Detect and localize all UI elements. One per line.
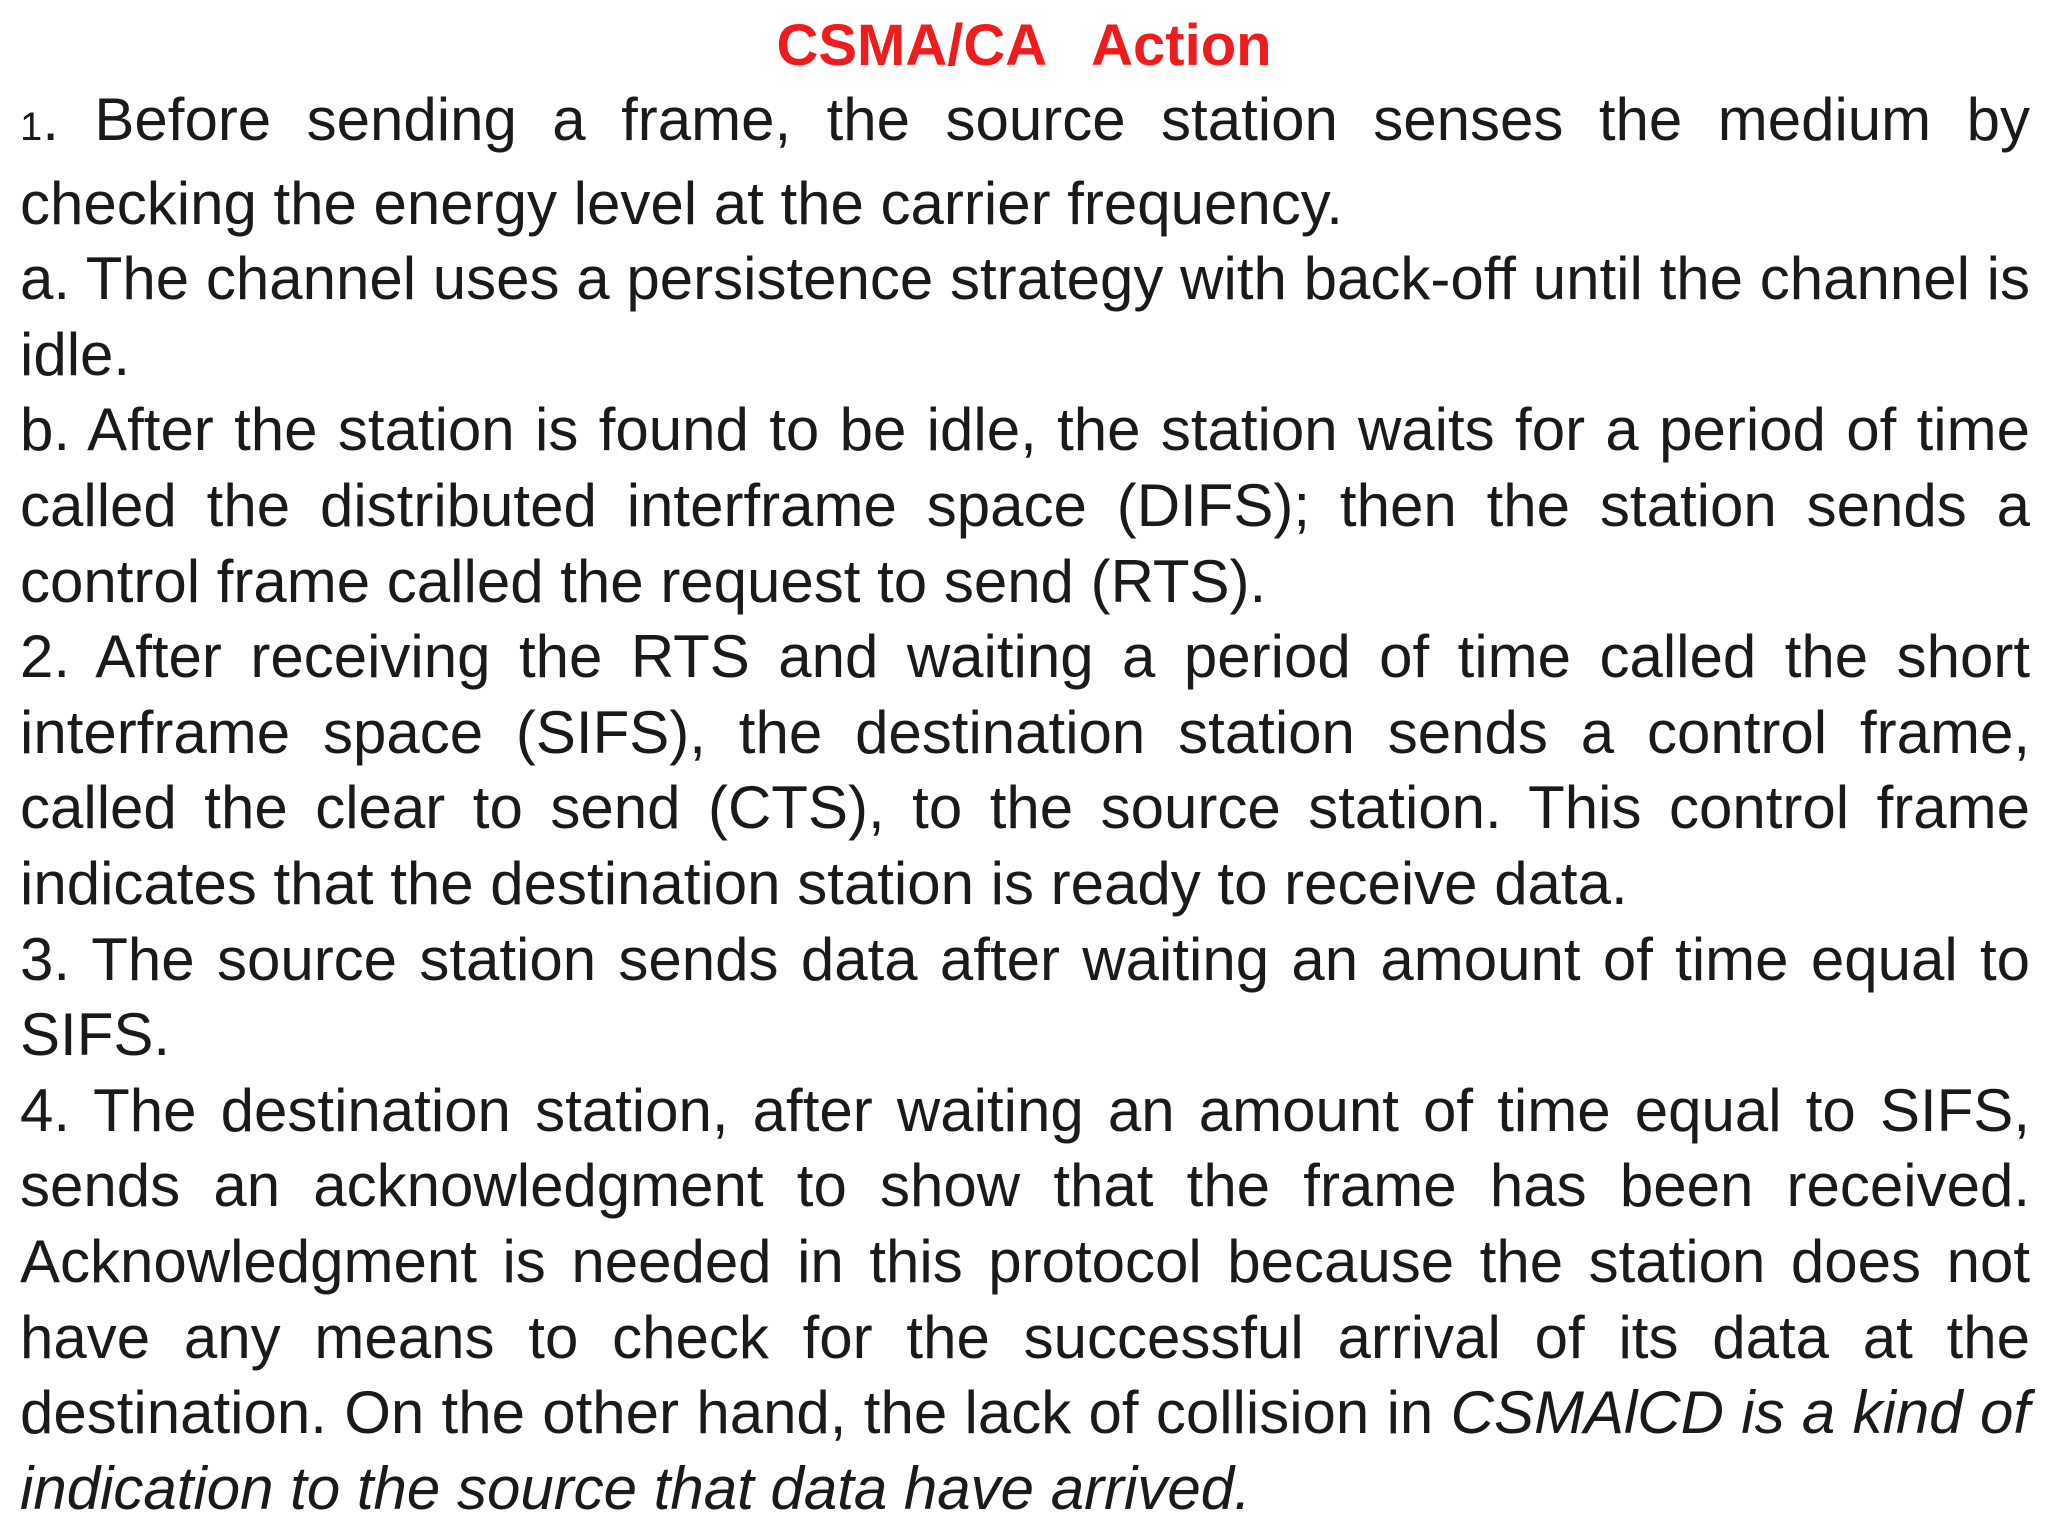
paragraph-step-1a: a. The channel uses a persistence strategy with back-off until the channel is idle. [20,245,2030,388]
slide-body [20,82,2030,1526]
step-4-italic-text: CSMAlCD is a kind of indication to the source that data have arrived. [20,1379,2030,1522]
step-4-text: 4. The destination station, after waiting an amount of time equal to SIFS, sends an acknowledgment to show that the frame has been received. Acknowledgment is needed in this protocol because the station does not have any means to check for the successful arrival of its data at the destination. On the other hand, the lack of collision in [20,1076,2030,1447]
paragraph-step-4 [20,1073,2030,1527]
step-1-marker: 1 [20,105,43,149]
paragraph-step-3: 3. The source station sends data after waiting an amount of time equal to SIFS. [20,925,2030,1069]
paragraph-step-1 [20,82,2030,241]
slide-title: CSMA/CA Action [776,13,1272,78]
paragraph-step-2: 2. After receiving the RTS and waiting a period of time called the short interframe space (SIFS), the destination station sends a control frame, called the clear to send (CTS), to the source station. This control frame indicates that the destination station is ready to receive data. [20,623,2030,917]
paragraph-step-1b: b. After the station is found to be idle, the station waits for a period of time called the distributed interframe space (DIFS); then the station sends a control frame called the request to send (RTS). [20,396,2030,615]
step-1-text: . Before sending a frame, the source station senses the medium by checking the energy level at the carrier frequency. [20,86,2030,237]
